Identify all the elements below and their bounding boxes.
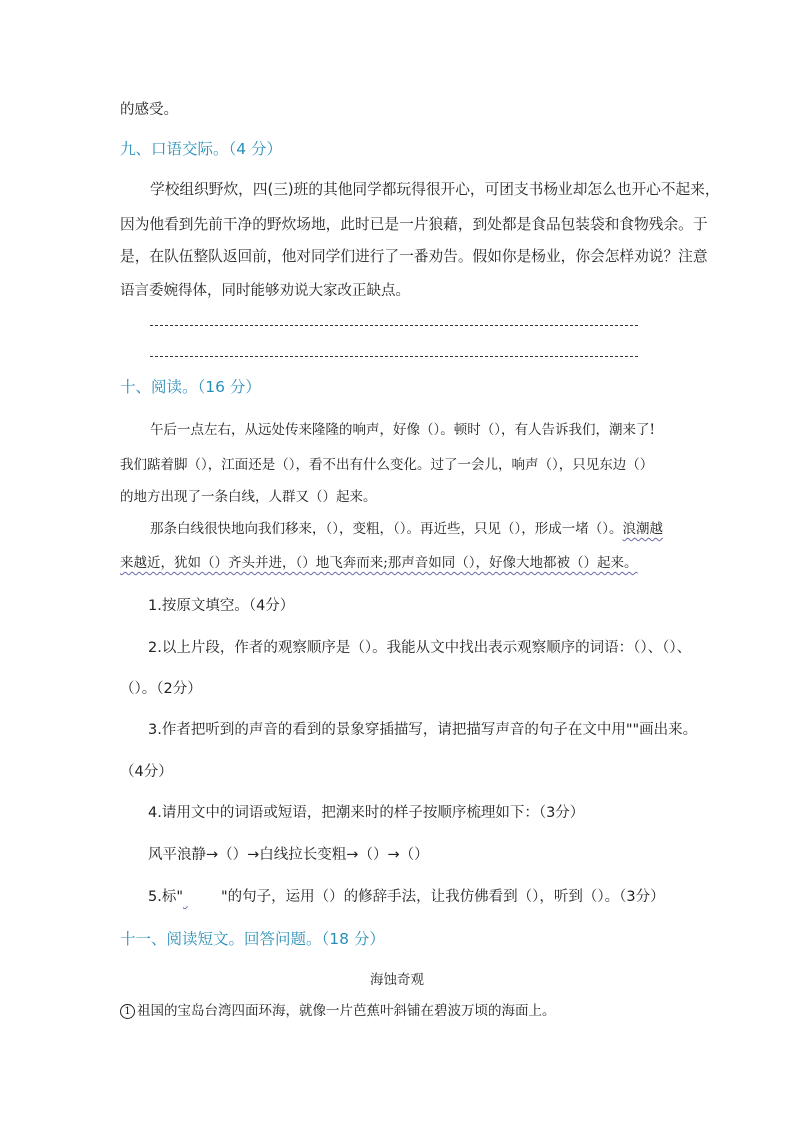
section-9-paragraph-line: 语言委婉得体，同时能够劝说大家改正缺点。: [120, 283, 410, 299]
wavy-underlined-text: 浪潮越: [622, 521, 663, 537]
question-2: 2.以上片段，作者的观察顺序是（）。我能从文中找出表示观察顺序的词语：（）、（）、: [148, 640, 692, 656]
reading-passage-line: 我们踮着脚（），江面还是（），看不出有什么变化。过了一会儿，响声（），只见东边（）: [120, 457, 654, 473]
question-4: 4.请用文中的词语或短语，把潮来时的样子按顺序梳理如下：（3分）: [148, 805, 585, 821]
paragraph-number-badge: 1: [120, 1004, 135, 1019]
question-3-continued: （4分）: [120, 764, 173, 780]
question-5: [148, 887, 665, 907]
section-10-heading: 十、阅读。（16 分）: [120, 378, 261, 396]
section-9-paragraph-line: 是，在队伍整队返回前，他对同学们进行了一番劝告。假如你是杨业，你会怎样劝说？注意: [120, 248, 708, 265]
passage-title: 海蚀奇观: [370, 972, 424, 988]
answer-line[interactable]: [150, 325, 638, 326]
section-9-paragraph-line: 学校组织野炊，四(三)班的其他同学都玩得很开心，可团支书杨业却怎么也开心不起来，: [150, 181, 720, 198]
question-5-text: 5.标": [148, 889, 184, 905]
section-11-heading: 十一、阅读短文。回答问题。（18 分）: [120, 930, 385, 948]
question-3: 3.作者把听到的声音的看到的景象穿插描写，请把描写声音的句子在文中用""画出来。: [148, 722, 698, 738]
passage-line: [120, 1001, 556, 1021]
wavy-underline-marker: [183, 887, 221, 907]
reading-passage-line: [150, 519, 663, 539]
reading-passage-line: 的地方出现了一条白线，人群又（）起来。: [120, 489, 377, 505]
continued-text: 的感受。: [120, 102, 178, 118]
section-9-paragraph-line: 因为他看到先前干净的野炊场地，此时已是一片狼藉，到处都是食品包装袋和食物残余。于: [120, 216, 708, 233]
passage-text: 祖国的宝岛台湾四面环海，就像一片芭蕉叶斜铺在碧波万顷的海面上。: [137, 1003, 556, 1019]
reading-passage-line: 午后一点左右，从远处传来隆隆的响声，好像（）。顿时（），有人告诉我们，潮来了!: [150, 422, 655, 438]
question-1: 1.按原文填空。（4分）: [148, 598, 295, 614]
answer-line[interactable]: [150, 356, 638, 357]
section-9-heading: 九、口语交际。（4 分）: [120, 140, 283, 158]
reading-passage-text: 那条白线很快地向我们移来，（），变粗，（）。再近些，只见（），形成一堵（）。: [150, 521, 623, 537]
question-4-flow: 风平浪静→（）→白线拉长变粗→（）→（）: [148, 847, 429, 863]
wavy-underlined-passage-line: 来越近，犹如（）齐头并进，（）地飞奔而来;那声音如同（），好像大地都被（）起来。: [120, 555, 638, 571]
question-5-text: "的句子，运用（）的修辞手法，让我仿佛看到（），听到（）。（3分）: [221, 889, 665, 905]
question-2-continued: （）。（2分）: [120, 681, 202, 697]
